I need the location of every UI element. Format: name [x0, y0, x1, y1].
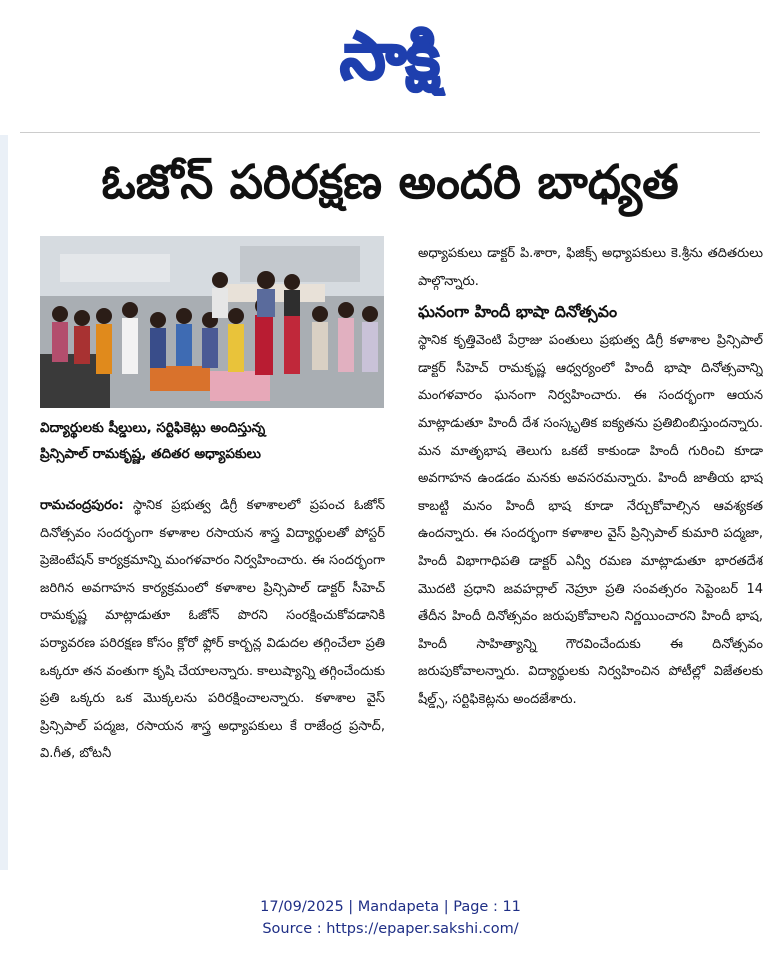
article-headline: ఓజోన్ పరిరక్షణ అందరి బాధ్యత: [101, 155, 679, 210]
sakshi-logo: [290, 12, 490, 96]
page-footer: [0, 896, 781, 940]
photo-illustration: [40, 236, 384, 408]
footer-edition-info: 17/09/2025 | Mandapeta | Page : 11: [260, 899, 521, 915]
article-right-paragraph-2: స్థానిక కృత్తివెంటి పేర్రాజు పంతులు ప్రభుత్వ డిగ్రీ కళాశాల ప్రిన్సిపాల్ డాక్టర్ సీహెచ్ రామకృష్ణ ఆధ్వర్యంలో హిందీ భాషా దినోత్సవాన్ని మంగళవారం ఘనంగా నిర్వహించారు. ఈ సందర్భంగా ఆయన మాట్లాడుతూ హిందీ దేశ సంస్కృతిక ఐక్యతను ప్రతిబింబిస్తుందన్నారు. మన మాతృభాష తెలుగు ఒకటే కాకుండా హిందీ గురించి కూడా అవగాహన ఉండడం మనకు అవసరమన్నారు. హిందీ జాతీయ భాష కాబట్టి మనం హిందీ భాష కూడా నేర్చుకోవాల్సిన ఆవశ్యకత ఉందన్నారు. ఈ సందర్భంగా కళాశాల వైస్ ప్రిన్సిపాల్ కుమారి పద్మజా, హిందీ విభాగాధిపతి డాక్టర్ ఎన్వీ రమణ మాట్లాడుతూ భారతదేశ మొదటి ప్రధాని జవహర్లాల్ నెహ్రూ ప్రతి సంవత్సరం సెప్టెంబర్ 14 తేదీన హిందీ దినోత్సవం జరుపుకోవాలని నిర్ణయించారని హిందీ భాష, హిందీ సాహిత్యాన్ని గౌరవించేందుకు ఈ దినోత్సవం జరుపుకోవాలన్నారు. విద్యార్థులకు నిర్వహించిన పోటీల్లో విజేతలకు షీల్డ్స్, సర్టిఫికెట్లను అందజేశారు.: [418, 333, 763, 707]
article-left-paragraph: [40, 492, 385, 768]
sakshi-logo-text: సాక్షి: [340, 20, 440, 94]
hindi-day-subheading: ఘనంగా హిందీ భాషా దినోత్సవం: [418, 302, 618, 322]
footer-source-link[interactable]: Source : https://epaper.sakshi.com/: [262, 921, 519, 937]
article-left-text: స్థానిక ప్రభుత్వ డిగ్రీ కళాశాలలో ప్రపంచ ఓజోన్ దినోత్సవం సందర్భంగా కళాశాల రసాయన శాస్త్ర విద్యార్థులతో పోస్టర్ ప్రెజెంటేషన్ కార్యక్రమాన్ని మంగళవారం నిర్వహించారు. ఈ సందర్భంగా జరిగిన అవగాహన కార్యక్రమంలో కళాశాల ప్రిన్సిపాల్ డాక్టర్ సీహెచ్ రామకృష్ణ మాట్లాడుతూ ఓజోన్ పొరని సంరక్షించుకోవడానికి పర్యావరణ పరిరక్షణ కోసం క్లోరో ఫ్లోర్ కార్బన్ల విడుదల తగ్గించేలా ప్రతి ఒక్కరూ తన వంతుగా కృషి చేయాలన్నారు. కాలుష్యాన్ని తగ్గించేందుకు ప్రతి ఒక్కరు ఒక మొక్కలను పరిరక్షించాలన్నారు. కళాశాల వైస్ ప్రిన్సిపాల్ పద్మజ, రసాయన శాస్త్ర అధ్యాపకులు కే రాజేంద్ర ప్రసాద్, వి.గీత, బోటనీ: [40, 498, 385, 762]
article-right-paragraph-1: అధ్యాపకులు డాక్టర్ పి.శారా, ఫిజిక్స్ అధ్యాపకులు కె.శ్రీను తదితరులు పాల్గొన్నారు.: [418, 246, 763, 289]
article-right-column: [418, 240, 763, 850]
article-left-column: [40, 492, 385, 842]
photo-caption-line-2: ప్రిన్సిపాల్ రామకృష్ణ, తదితర అధ్యాపకులు: [40, 446, 261, 462]
page-edge-strip: [0, 135, 8, 870]
masthead: [0, 0, 781, 110]
photo-caption: [40, 415, 385, 467]
photo-caption-line-1: విద్యార్థులకు షీల్డులు, సర్టిఫికెట్లు అందిస్తున్న: [40, 420, 266, 436]
article-photo: [40, 236, 384, 408]
dateline: రామచంద్రపురం:: [40, 498, 124, 513]
top-divider: [20, 132, 760, 133]
